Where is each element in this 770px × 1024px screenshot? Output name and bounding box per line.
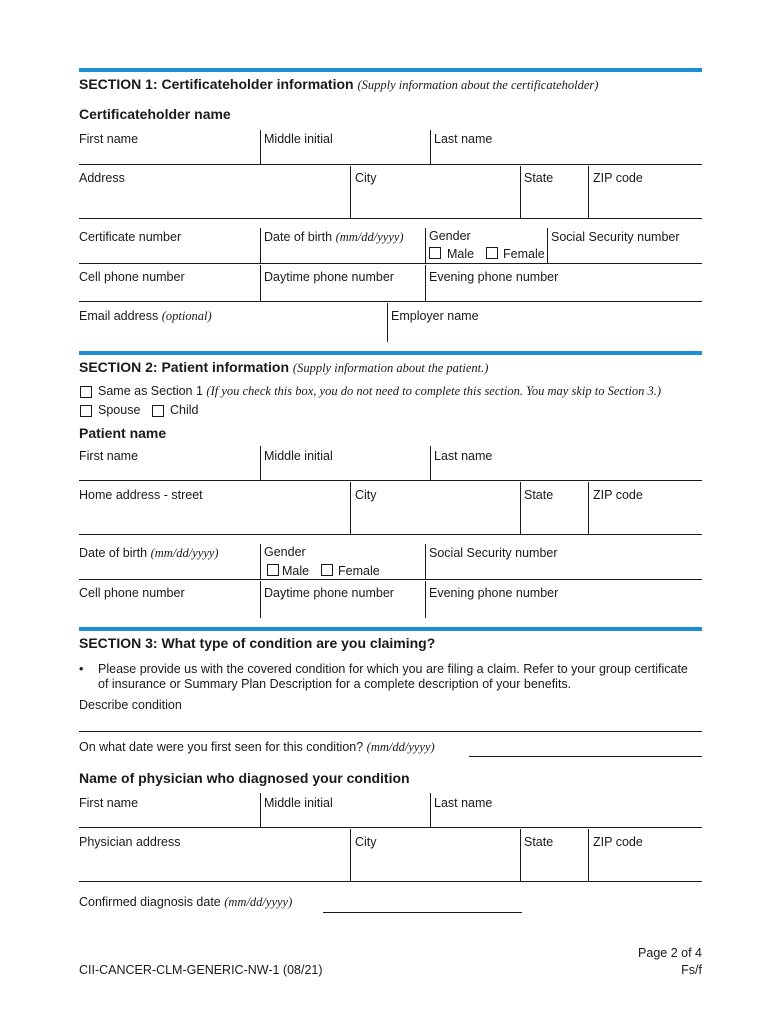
s1-last-name-label: Last name [434,132,493,146]
divider [260,581,261,618]
divider [79,534,702,535]
s2-state-label: State [524,488,554,502]
s2-last-name-label: Last name [434,449,493,463]
page-number: Page 2 of 4 [638,946,702,960]
divider [350,829,351,882]
divider [79,579,702,580]
divider [79,301,702,302]
section-1-note: (Supply information about the certificateholder) [357,78,599,92]
form-code: CII-CANCER-CLM-GENERIC-NW-1 (08/21) [79,963,323,977]
s1-address-field[interactable] [79,186,349,212]
s1-city-field[interactable] [352,186,518,212]
s1-city-label: City [355,171,377,185]
section-3-title: SECTION 3: What type of condition are you claiming? [79,635,436,651]
same-as-text: Same as Section 1 [98,384,203,398]
section-1-heading [79,76,598,93]
instruction-line-1: Please provide us with the covered condition for which you are filing a claim. Refer to your group certificate [98,662,688,676]
divider [260,130,261,165]
confirmed-diagnosis-underline [323,912,522,913]
divider [260,446,261,481]
describe-condition-label: Describe condition [79,698,182,712]
s2-zip-field[interactable] [590,504,700,530]
s2-ssn-label: Social Security number [429,546,558,560]
divider [260,793,261,828]
same-as-note: (If you check this box, you do not need to complete this section. You may skip to Section 3.) [206,384,662,398]
divider [79,480,702,481]
phys-first-name-label: First name [79,796,139,810]
child-label: Child [170,403,199,417]
phys-address-field[interactable] [79,852,349,878]
s2-city-field[interactable] [352,504,518,530]
s1-ssn-label: Social Security number [551,230,680,244]
s1-dob-text: Date of birth [264,230,333,244]
s1-cell-phone-label: Cell phone number [79,270,185,284]
physician-heading: Name of physician who diagnosed your condition [79,770,410,786]
first-seen-format: (mm/dd/yyyy) [366,740,435,754]
s1-gender-label: Gender [429,229,471,243]
phys-last-name-label: Last name [434,796,493,810]
phys-middle-initial-label: Middle initial [264,796,333,810]
s1-first-name-field[interactable] [79,140,259,166]
confirmed-diagnosis-text: Confirmed diagnosis date [79,895,221,909]
s1-certificate-number-label: Certificate number [79,230,182,244]
s2-first-name-field[interactable] [79,456,259,482]
divider [350,482,351,535]
divider [547,228,548,264]
s2-daytime-phone-label: Daytime phone number [264,586,394,600]
divider [79,263,702,264]
s1-female-label: Female [503,247,545,261]
s1-male-label: Male [447,247,475,261]
first-seen-text: On what date were you first seen for this condition? [79,740,364,754]
divider [520,829,521,882]
s2-middle-initial-label: Middle initial [264,449,333,463]
first-seen-date-field[interactable] [469,730,702,756]
divider [79,218,702,219]
s1-ssn-field[interactable] [549,238,700,264]
s2-evening-phone-field[interactable] [427,594,700,620]
spouse-label: Spouse [98,403,141,417]
s2-state-field[interactable] [522,504,586,530]
s2-cell-phone-field[interactable] [79,594,259,620]
phys-address-label: Physician address [79,835,181,849]
s2-dob-text: Date of birth [79,546,148,560]
s1-middle-initial-field[interactable] [262,140,428,166]
divider [79,827,702,828]
divider [520,166,521,219]
phys-city-label: City [355,835,377,849]
phys-state-field[interactable] [522,852,586,878]
phys-middle-initial-field[interactable] [262,803,428,829]
s1-state-field[interactable] [522,186,586,212]
s1-zip-field[interactable] [590,186,700,212]
phys-first-name-field[interactable] [79,803,259,829]
s1-email-field[interactable] [79,316,385,342]
certificateholder-name-heading: Certificateholder name [79,106,231,122]
divider [588,166,589,219]
divider [425,544,426,580]
s2-female-label: Female [338,564,380,578]
divider [260,265,261,302]
section-1-title: SECTION 1: Certificateholder information [79,76,354,92]
section-2-title: SECTION 2: Patient information [79,359,290,375]
s1-daytime-phone-label: Daytime phone number [264,270,394,284]
s2-last-name-field[interactable] [432,456,700,482]
s2-dob-format: (mm/dd/yyyy) [150,546,219,560]
divider [260,228,261,264]
s1-dob-format: (mm/dd/yyyy) [335,230,404,244]
s1-middle-initial-label: Middle initial [264,132,333,146]
divider [387,303,388,342]
patient-name-heading: Patient name [79,425,167,441]
s2-home-address-field[interactable] [79,504,349,530]
divider [425,228,426,264]
s1-male-checkbox[interactable] [429,247,441,259]
s2-dob-field[interactable] [79,553,259,579]
phys-zip-field[interactable] [590,852,700,878]
s1-employer-field[interactable] [389,316,700,342]
s2-male-checkbox[interactable] [267,564,279,576]
s1-first-name-label: First name [79,132,139,146]
s2-female-checkbox[interactable] [321,564,333,576]
divider [425,265,426,302]
s1-last-name-field[interactable] [432,140,700,166]
divider [520,482,521,535]
s2-cell-phone-label: Cell phone number [79,586,185,600]
phys-state-label: State [524,835,554,849]
divider [588,482,589,535]
section-2-heading [79,359,488,376]
divider [430,130,431,165]
spouse-checkbox[interactable] [80,405,92,417]
divider [430,446,431,481]
first-seen-label [79,740,435,755]
s1-email-text: Email address [79,309,159,323]
s2-daytime-phone-field[interactable] [262,594,424,620]
s1-email-optional: (optional) [161,309,212,323]
describe-condition-field[interactable] [79,706,702,732]
section-2-note: (Supply information about the patient.) [292,361,489,375]
same-as-section-1-checkbox[interactable] [80,386,92,398]
s1-evening-phone-label: Evening phone number [429,270,559,284]
s2-male-label: Male [282,564,310,578]
divider [260,544,261,580]
bullet: • [79,662,84,676]
s1-state-label: State [524,171,554,185]
child-checkbox[interactable] [152,405,164,417]
phys-last-name-field[interactable] [432,803,700,829]
divider [588,829,589,882]
divider [350,166,351,219]
divider [79,164,702,165]
s1-female-checkbox[interactable] [486,247,498,259]
confirmed-diagnosis-format: (mm/dd/yyyy) [224,895,293,909]
confirmed-diagnosis-date-field[interactable] [323,886,522,912]
confirmed-diagnosis-label [79,895,292,910]
s1-dob-field[interactable] [262,238,424,264]
instruction-line-2: of insurance or Summary Plan Description for a complete description of your benefits. [98,677,572,691]
s1-address-label: Address [79,171,125,185]
s2-first-name-label: First name [79,449,139,463]
divider [430,793,431,828]
s1-certificate-number-field[interactable] [79,238,259,264]
s2-evening-phone-label: Evening phone number [429,586,559,600]
same-as-section-1-label [98,384,661,399]
first-seen-underline [469,756,702,757]
s2-city-label: City [355,488,377,502]
footer-code: Fs/f [681,963,702,977]
s2-middle-initial-field[interactable] [262,456,428,482]
s2-zip-label: ZIP code [593,488,643,502]
section-2-bar [79,351,702,355]
s2-home-address-label: Home address - street [79,488,203,502]
phys-city-field[interactable] [352,852,518,878]
s2-gender-label: Gender [264,545,306,559]
section-1-bar [79,68,702,72]
divider [425,581,426,618]
divider [79,881,702,882]
s1-zip-label: ZIP code [593,171,643,185]
section-3-bar [79,627,702,631]
s1-employer-label: Employer name [391,309,479,323]
s2-ssn-field[interactable] [427,553,700,579]
phys-zip-label: ZIP code [593,835,643,849]
